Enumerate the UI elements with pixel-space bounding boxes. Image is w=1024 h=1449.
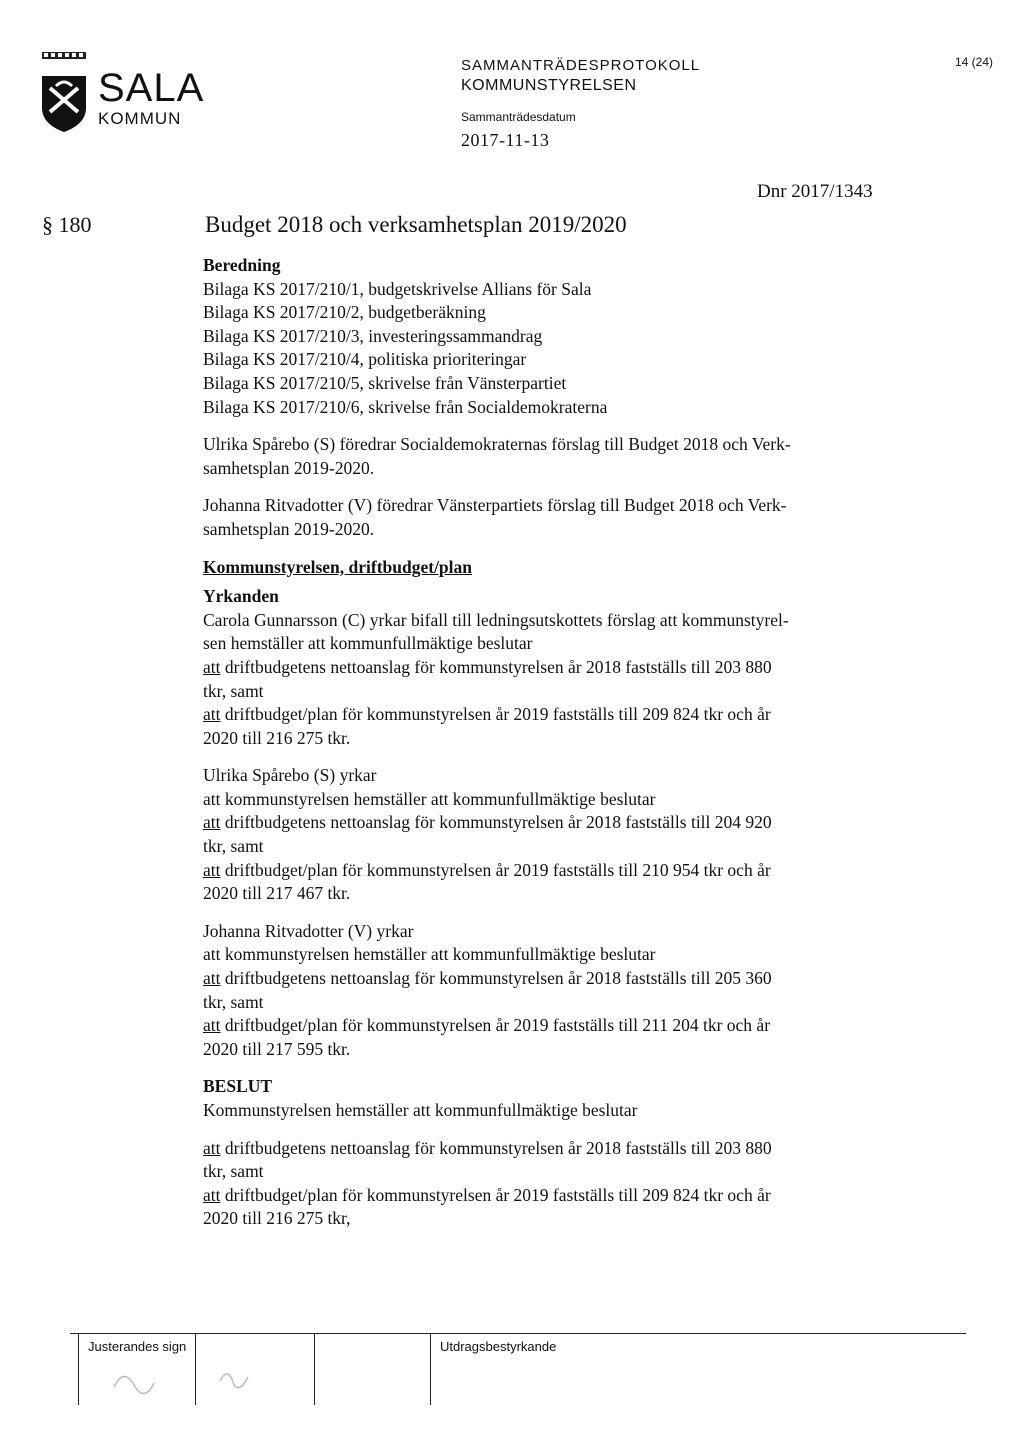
text-line: 2020 till 216 275 tkr, bbox=[203, 1208, 351, 1229]
text-fragment: driftbudgetens nettoanslag för kommunstyrelsen år 2018 fastställs till 204 920 bbox=[220, 812, 772, 833]
text-line: sen hemställer att kommunfullmäktige beslutar bbox=[203, 633, 533, 654]
section-title: Budget 2018 och verksamhetsplan 2019/2020 bbox=[205, 212, 627, 237]
signature-footer bbox=[70, 1333, 966, 1405]
att-line bbox=[203, 859, 883, 883]
ulrika-motion bbox=[203, 764, 883, 906]
logo-name: SALA bbox=[98, 66, 205, 110]
attachment-item: Bilaga KS 2017/210/5, skrivelse från Vänsterpartiet bbox=[203, 372, 567, 393]
att-line bbox=[203, 1014, 883, 1038]
text-fragment: driftbudget/plan för kommunstyrelsen år 2019 fastställs till 211 204 tkr och år bbox=[220, 1015, 771, 1036]
text-line: Ulrika Spårebo (S) yrkar bbox=[203, 765, 377, 786]
subheading-block bbox=[203, 556, 883, 580]
page-number: 14 (24) bbox=[955, 55, 994, 69]
att-line bbox=[203, 967, 883, 991]
att-line bbox=[203, 1184, 883, 1208]
att-word: att bbox=[203, 704, 221, 725]
diary-number: Dnr 2017/1343 bbox=[757, 181, 873, 202]
text-fragment: driftbudgetens nettoanslag för kommunstyrelsen år 2018 fastställs till 205 360 bbox=[220, 968, 772, 989]
text-fragment: driftbudget/plan för kommunstyrelsen år 2019 fastställs till 209 824 tkr och år bbox=[220, 1184, 771, 1205]
text-line: samhetsplan 2019-2020. bbox=[203, 518, 375, 539]
text-line: tkr, samt bbox=[203, 836, 264, 857]
beredning-heading: Beredning bbox=[203, 255, 281, 275]
att-line bbox=[203, 703, 883, 727]
text-fragment: driftbudgetens nettoanslag för kommunstyrelsen år 2018 fastställs till 203 880 bbox=[220, 656, 772, 677]
johanna-motion bbox=[203, 920, 883, 1062]
carola-motion bbox=[203, 585, 883, 750]
text-fragment: driftbudget/plan för kommunstyrelsen år 2019 fastställs till 210 954 tkr och år bbox=[220, 859, 771, 880]
text-line: tkr, samt bbox=[203, 680, 264, 701]
text-line: Carola Gunnarsson (C) yrkar bifall till ledningsutskottets förslag att kommunstyrel- bbox=[203, 609, 789, 630]
att-word: att bbox=[203, 812, 221, 833]
attachment-item: Bilaga KS 2017/210/2, budgetberäkning bbox=[203, 302, 486, 323]
logo-subtitle: KOMMUN bbox=[98, 109, 182, 128]
att-word: att bbox=[203, 1184, 221, 1205]
document-body bbox=[203, 254, 883, 1245]
text-line: 2020 till 217 467 tkr. bbox=[203, 883, 351, 904]
yrkanden-heading: Yrkanden bbox=[203, 586, 279, 607]
section-number: § 180 bbox=[42, 212, 92, 237]
text-line: att kommunstyrelsen hemställer att kommunfullmäktige beslutar bbox=[203, 788, 656, 809]
footer-divider bbox=[78, 1333, 79, 1405]
attachment-item: Bilaga KS 2017/210/1, budgetskrivelse Allians för Sala bbox=[203, 278, 592, 299]
att-line bbox=[203, 811, 883, 835]
attachment-item: Bilaga KS 2017/210/6, skrivelse från Socialdemokraterna bbox=[203, 396, 608, 417]
att-line bbox=[203, 656, 883, 680]
organization: KOMMUNSTYRELSEN bbox=[461, 77, 637, 94]
att-word: att bbox=[203, 1137, 221, 1158]
text-line: samhetsplan 2019-2020. bbox=[203, 457, 375, 478]
beslut-heading: BESLUT bbox=[203, 1076, 273, 1097]
text-line: Johanna Ritvadotter (V) yrkar bbox=[203, 920, 414, 941]
text-line: Ulrika Spårebo (S) föredrar Socialdemokraternas förslag till Budget 2018 och Verk- bbox=[203, 434, 791, 455]
justerandes-sign-label: Justerandes sign bbox=[88, 1339, 187, 1354]
att-word: att bbox=[203, 656, 221, 677]
presentation-paragraph bbox=[203, 433, 883, 480]
sala-kommun-logo bbox=[38, 52, 205, 132]
beslut-block bbox=[203, 1075, 883, 1231]
utdragsbestyrkande-label: Utdragsbestyrkande bbox=[440, 1339, 557, 1354]
text-line: tkr, samt bbox=[203, 1161, 264, 1182]
text-line: 2020 till 216 275 tkr. bbox=[203, 727, 351, 748]
att-word: att bbox=[203, 968, 221, 989]
footer-top-rule bbox=[70, 1333, 966, 1334]
document-type: SAMMANTRÄDESPROTOKOLL bbox=[461, 57, 701, 74]
coat-of-arms-icon bbox=[38, 52, 90, 132]
text-line: 2020 till 217 595 tkr. bbox=[203, 1038, 351, 1059]
subheading: Kommunstyrelsen, driftbudget/plan bbox=[203, 556, 473, 577]
text-line: tkr, samt bbox=[203, 991, 264, 1012]
text-fragment: driftbudget/plan för kommunstyrelsen år 2019 fastställs till 209 824 tkr och år bbox=[220, 704, 771, 725]
beredning-block bbox=[203, 254, 883, 419]
text-line: Johanna Ritvadotter (V) föredrar Vänsterpartiets förslag till Budget 2018 och Verk- bbox=[203, 495, 787, 516]
att-word: att bbox=[203, 1015, 221, 1036]
att-line bbox=[203, 1137, 883, 1161]
attachment-item: Bilaga KS 2017/210/3, investeringssammandrag bbox=[203, 325, 543, 346]
date-label: Sammanträdesdatum bbox=[461, 110, 576, 124]
text-line: att kommunstyrelsen hemställer att kommunfullmäktige beslutar bbox=[203, 944, 656, 965]
text-line: Kommunstyrelsen hemställer att kommunfullmäktige beslutar bbox=[203, 1100, 638, 1120]
handwritten-signature bbox=[110, 1357, 330, 1401]
footer-divider bbox=[430, 1333, 431, 1405]
att-word: att bbox=[203, 859, 221, 880]
presentation-paragraph bbox=[203, 494, 883, 541]
text-fragment: driftbudgetens nettoanslag för kommunstyrelsen år 2018 fastställs till 203 880 bbox=[220, 1137, 772, 1158]
meeting-date: 2017-11-13 bbox=[461, 130, 550, 150]
attachment-item: Bilaga KS 2017/210/4, politiska prioriteringar bbox=[203, 349, 527, 370]
